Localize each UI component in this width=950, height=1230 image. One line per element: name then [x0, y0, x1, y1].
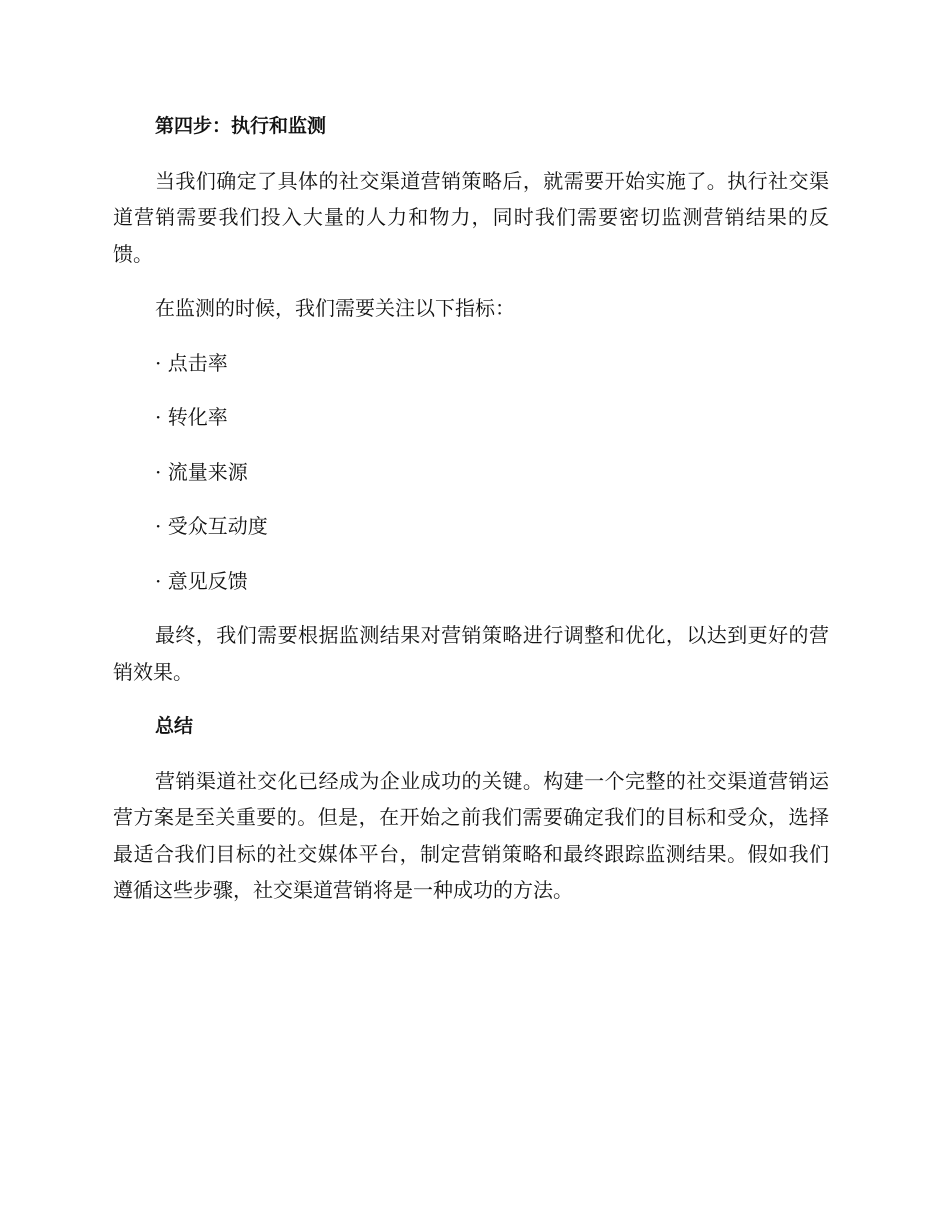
paragraph-optimization: 最终，我们需要根据监测结果对营销策略进行调整和优化，以达到更好的营销效果。 — [113, 623, 829, 684]
list-item: · 转化率 — [155, 405, 228, 429]
section-heading-summary: 总结 — [155, 715, 194, 737]
paragraph-execution: 当我们确定了具体的社交渠道营销策略后，就需要开始实施了。执行社交渠道营销需要我们投入大量的人力和物力，同时我们需要密切监测营销结果的反馈。 — [113, 168, 829, 266]
list-item: · 受众互动度 — [155, 514, 268, 538]
section-heading-step4: 第四步：执行和监测 — [155, 115, 327, 137]
list-item: · 意见反馈 — [155, 568, 248, 593]
paragraph-monitoring-intro: 在监测的时候，我们需要关注以下指标： — [155, 296, 515, 320]
list-item: · 点击率 — [155, 350, 228, 375]
document-body — [113, 108, 829, 927]
list-item: · 流量来源 — [155, 459, 248, 484]
paragraph-summary: 营销渠道社交化已经成为企业成功的关键。构建一个完整的社交渠道营销运营方案是至关重要的。但是，在开始之前我们需要确定我们的目标和受众，选择最适合我们目标的社交媒体平台，制定营销策略和最终跟踪监测结果。假如我们遵循这些步骤，社交渠道营销将是一种成功的方法。 — [113, 768, 829, 902]
